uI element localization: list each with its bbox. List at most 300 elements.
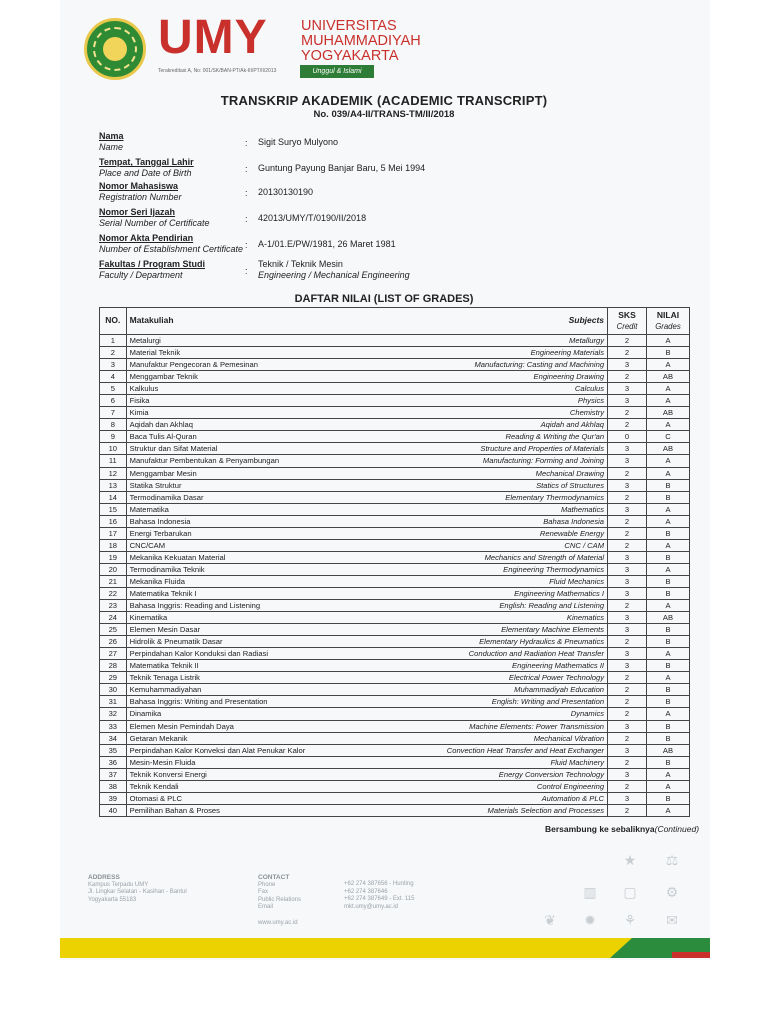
grade-credit-cell: 2 (608, 636, 647, 648)
subject-name-en: Engineering Drawing (533, 372, 605, 382)
subject-name-en: Bahasa Indonesia (543, 516, 605, 526)
grade-subject-cell (126, 335, 607, 347)
subject-name-en: Aqidah and Akhlaq (540, 420, 605, 430)
grade-row (100, 672, 690, 684)
subject-name-id: Matematika (129, 504, 169, 514)
identity-label (99, 259, 205, 281)
grade-credit-cell: 2 (608, 347, 647, 359)
slogan-badge: Unggul & Islami (300, 65, 374, 78)
header-grade-en: Grades (655, 322, 681, 331)
subject-name-id: Teknik Tenaga Listrik (129, 673, 200, 683)
grade-row (100, 371, 690, 383)
subject-name-id: Metalurgi (129, 336, 161, 345)
grade-subject-cell (126, 527, 607, 539)
grade-credit-cell: 3 (608, 455, 647, 467)
subject-name-id: Teknik Kendali (129, 781, 179, 791)
wheat-icon: ⚘ (623, 912, 637, 928)
grade-no-cell: 13 (100, 479, 127, 491)
grade-subject-cell (126, 660, 607, 672)
subject-name-id: Bahasa Inggris: Reading and Listening (129, 601, 261, 611)
grade-subject-cell (126, 768, 607, 780)
subject-name-en: Reading & Writing the Qur'an (505, 432, 605, 442)
grade-letter-cell: B (646, 696, 689, 708)
subject-name-en: Mechanical Drawing (535, 468, 605, 478)
grade-letter-cell: A (646, 515, 689, 527)
grade-letter-cell: B (646, 587, 689, 599)
subject-name-en: Machine Elements: Power Transmission (469, 721, 605, 731)
footer-yellow-band (60, 938, 710, 958)
subject-name-id: Dinamika (129, 709, 162, 719)
header-credit (608, 308, 647, 335)
identity-value: 20130130190 (258, 187, 314, 197)
footer-address-title: ADDRESS (88, 874, 120, 881)
subject-name-en: Fluid Machinery (550, 757, 605, 767)
grade-no-cell: 31 (100, 696, 127, 708)
grade-letter-cell: A (646, 503, 689, 515)
grade-row (100, 563, 690, 575)
grade-no-cell: 19 (100, 551, 127, 563)
gear-icon: ⚙ (665, 884, 679, 900)
subject-name-id: Bahasa Inggris: Writing and Presentation (129, 697, 268, 707)
grade-letter-cell: A (646, 539, 689, 551)
identity-label-en: Place and Date of Birth (99, 168, 192, 178)
identity-label-id: Nomor Akta Pendirian (99, 233, 194, 243)
cog-icon: ✹ (584, 912, 596, 928)
grade-subject-cell (126, 720, 607, 732)
grade-no-cell: 11 (100, 455, 127, 467)
grade-row (100, 696, 690, 708)
identity-label-en: Number of Establishment Certificate (99, 244, 244, 254)
subject-name-id: Termodinamika Teknik (129, 564, 205, 574)
document-number: No. 039/A4-II/TRANS-TM/II/2018 (313, 109, 455, 120)
subject-name-en: Muhammadiyah Education (514, 685, 605, 695)
grade-subject-cell (126, 455, 607, 467)
grade-letter-cell: B (646, 684, 689, 696)
grade-row (100, 732, 690, 744)
subject-name-en: Chemistry (569, 408, 605, 418)
grade-no-cell: 22 (100, 587, 127, 599)
university-name-line: YOGYAKARTA (301, 48, 399, 64)
subject-name-en: Engineering Mathematics II (512, 661, 605, 671)
grade-no-cell: 26 (100, 636, 127, 648)
grade-credit-cell: 2 (608, 756, 647, 768)
grade-subject-cell (126, 491, 607, 503)
grade-subject-cell (126, 359, 607, 371)
grade-credit-cell: 3 (608, 575, 647, 587)
identity-colon: : (245, 138, 248, 148)
grade-subject-cell (126, 792, 607, 804)
grade-letter-cell: A (646, 359, 689, 371)
subject-name-en: Statics of Structures (536, 480, 605, 490)
subject-name-id: Elemen Mesin Dasar (129, 625, 201, 635)
grade-subject-cell (126, 419, 607, 431)
header-grade (646, 308, 689, 335)
grade-subject-cell (126, 383, 607, 395)
grade-row (100, 407, 690, 419)
grade-row (100, 600, 690, 612)
subject-name-id: Matematika Teknik II (129, 661, 199, 671)
grade-row (100, 804, 690, 816)
grade-no-cell: 2 (100, 347, 127, 359)
grade-no-cell: 24 (100, 612, 127, 624)
grade-row (100, 347, 690, 359)
identity-label-id: Nama (99, 131, 124, 141)
subject-name-id: Mekanika Fluida (129, 576, 185, 586)
identity-label (99, 181, 182, 203)
grade-row (100, 491, 690, 503)
identity-label-en: Registration Number (99, 192, 182, 202)
grade-letter-cell: AB (646, 443, 689, 455)
grade-no-cell: 4 (100, 371, 127, 383)
grade-row (100, 431, 690, 443)
grade-no-cell: 6 (100, 395, 127, 407)
header-no: NO. (100, 308, 127, 335)
subject-name-en: Convection Heat Transfer and Heat Exchanger (446, 745, 605, 755)
grade-subject-cell (126, 407, 607, 419)
university-name-line: MUHAMMADIYAH (301, 33, 421, 49)
message-icon: ✉ (666, 912, 678, 928)
subject-name-id: Fisika (129, 396, 150, 406)
grade-no-cell: 33 (100, 720, 127, 732)
grade-letter-cell: B (646, 792, 689, 804)
grade-row (100, 479, 690, 491)
identity-label-id: Tempat, Tanggal Lahir (99, 157, 194, 167)
grade-no-cell: 9 (100, 431, 127, 443)
accreditation-note: Terakreditasi A, No: 001/SK/BAN-PT/Ak-III/PT/II/2013 (158, 68, 277, 74)
subject-name-id: Kinematika (129, 613, 168, 623)
grade-no-cell: 23 (100, 600, 127, 612)
grade-letter-cell: AB (646, 407, 689, 419)
subject-name-id: Elemen Mesin Pemindah Daya (129, 721, 234, 731)
subject-name-id: Getaran Mekanik (129, 733, 188, 743)
grade-subject-cell (126, 551, 607, 563)
grade-row (100, 551, 690, 563)
grade-row (100, 636, 690, 648)
grade-credit-cell: 3 (608, 660, 647, 672)
sun-emblem-icon (103, 37, 127, 61)
grade-subject-cell (126, 756, 607, 768)
subject-name-en: Engineering Thermodynamics (503, 564, 605, 574)
subject-name-en: Mathematics (561, 504, 605, 514)
identity-value: Guntung Payung Banjar Baru, 5 Mei 1994 (258, 163, 426, 173)
grade-credit-cell: 3 (608, 624, 647, 636)
grade-row (100, 455, 690, 467)
grade-credit-cell: 2 (608, 672, 647, 684)
subject-name-id: Teknik Konversi Energi (129, 769, 207, 779)
grade-letter-cell: AB (646, 371, 689, 383)
grade-subject-cell (126, 600, 607, 612)
grade-letter-cell: AB (646, 744, 689, 756)
subject-name-id: Pemilihan Bahan & Proses (129, 805, 220, 815)
subject-name-id: Mekanika Kekuatan Material (129, 552, 226, 562)
subject-name-en: Mechanics and Strength of Material (484, 552, 605, 562)
grade-subject-cell (126, 431, 607, 443)
footer-red-band (672, 952, 710, 958)
subject-name-en: English: Reading and Listening (499, 601, 605, 611)
grade-letter-cell: A (646, 419, 689, 431)
grade-row (100, 467, 690, 479)
grade-letter-cell: A (646, 600, 689, 612)
subject-name-en: Conduction and Radiation Heat Transfer (468, 649, 605, 659)
grade-no-cell: 40 (100, 804, 127, 816)
grade-subject-cell (126, 672, 607, 684)
lightbulb-icon: ★ (623, 852, 637, 868)
grade-no-cell: 17 (100, 527, 127, 539)
subject-name-en: Elementary Thermodynamics (505, 492, 605, 502)
grade-subject-cell (126, 744, 607, 756)
grade-row (100, 708, 690, 720)
grade-letter-cell: B (646, 732, 689, 744)
grade-credit-cell: 3 (608, 359, 647, 371)
grade-credit-cell: 2 (608, 539, 647, 551)
grade-no-cell: 34 (100, 732, 127, 744)
header-course-en: Subjects (568, 315, 605, 326)
subject-name-id: Manufaktur Pembentukan & Penyambungan (129, 456, 280, 466)
continued-note (545, 824, 699, 834)
grade-no-cell: 20 (100, 563, 127, 575)
scales-icon: ⚖ (665, 852, 679, 868)
subject-name-id: Menggambar Mesin (129, 468, 197, 478)
grade-credit-cell: 2 (608, 527, 647, 539)
subject-name-id: Kemuhammadiyahan (129, 685, 202, 695)
grade-no-cell: 14 (100, 491, 127, 503)
identity-colon: : (245, 266, 248, 276)
grade-row (100, 624, 690, 636)
grade-no-cell: 37 (100, 768, 127, 780)
leaf-icon: ❦ (544, 912, 556, 928)
continued-en: (Continued) (654, 824, 700, 834)
grade-letter-cell: B (646, 660, 689, 672)
grade-row (100, 539, 690, 551)
grade-subject-cell (126, 587, 607, 599)
grade-row (100, 515, 690, 527)
identity-colon: : (245, 164, 248, 174)
grade-row (100, 395, 690, 407)
grade-no-cell: 7 (100, 407, 127, 419)
identity-label (99, 233, 243, 255)
grade-credit-cell: 3 (608, 792, 647, 804)
header-course-id: Matakuliah (129, 315, 174, 326)
grade-no-cell: 3 (100, 359, 127, 371)
grade-row (100, 443, 690, 455)
subject-name-en: Electrical Power Technology (508, 673, 605, 683)
identity-label-id: Fakultas / Program Studi (99, 259, 206, 269)
grade-subject-cell (126, 575, 607, 587)
grade-no-cell: 32 (100, 708, 127, 720)
grade-letter-cell: A (646, 455, 689, 467)
grade-subject-cell (126, 612, 607, 624)
grade-credit-cell: 2 (608, 804, 647, 816)
footer-contact-label: Phone (258, 881, 276, 888)
grade-row (100, 792, 690, 804)
grade-letter-cell: A (646, 395, 689, 407)
grade-row (100, 335, 690, 347)
grade-credit-cell: 3 (608, 443, 647, 455)
grade-credit-cell: 3 (608, 612, 647, 624)
subject-name-id: Mesin-Mesin Fluida (129, 757, 196, 767)
subject-name-id: Otomasi & PLC (129, 793, 182, 803)
grade-row (100, 359, 690, 371)
grade-subject-cell (126, 395, 607, 407)
grade-subject-cell (126, 371, 607, 383)
grade-letter-cell: AB (646, 612, 689, 624)
subject-name-id: Bahasa Indonesia (129, 516, 191, 526)
grade-letter-cell: B (646, 347, 689, 359)
grade-letter-cell: A (646, 335, 689, 347)
grade-row (100, 648, 690, 660)
subject-name-en: Manufacturing: Forming and Joining (482, 456, 605, 466)
grade-row (100, 419, 690, 431)
footer-contact-label: Email (258, 904, 274, 910)
subject-name-en: Engineering Mathematics I (514, 588, 605, 598)
grade-credit-cell: 2 (608, 515, 647, 527)
grade-no-cell: 1 (100, 335, 127, 347)
grade-subject-cell (126, 636, 607, 648)
grade-no-cell: 5 (100, 383, 127, 395)
grade-row (100, 383, 690, 395)
grade-letter-cell: B (646, 491, 689, 503)
grade-letter-cell: A (646, 467, 689, 479)
identity-colon: : (245, 188, 248, 198)
subject-name-en: Elementary Machine Elements (501, 625, 605, 635)
grade-letter-cell: B (646, 636, 689, 648)
grade-credit-cell: 3 (608, 563, 647, 575)
footer-website: www.umy.ac.id (258, 920, 298, 926)
grade-letter-cell: B (646, 575, 689, 587)
grade-credit-cell: 3 (608, 720, 647, 732)
grade-credit-cell: 2 (608, 419, 647, 431)
grade-row (100, 744, 690, 756)
grade-letter-cell: B (646, 551, 689, 563)
grade-no-cell: 12 (100, 467, 127, 479)
grade-credit-cell: 2 (608, 780, 647, 792)
identity-value: A-1/01.E/PW/1981, 26 Maret 1981 (258, 239, 396, 249)
grade-no-cell: 21 (100, 575, 127, 587)
subject-name-id: Baca Tulis Al-Quran (129, 432, 197, 442)
subject-name-id: Kalkulus (129, 384, 159, 394)
chat-icon: ▢ (623, 884, 637, 900)
subject-name-id: Hidrolik & Pneumatik Dasar (129, 637, 223, 647)
identity-label-en: Faculty / Department (99, 270, 183, 280)
brand-wordmark: UMY (158, 11, 268, 64)
subject-name-id: Matematika Teknik I (129, 588, 197, 598)
footer-contact-label: Fax (258, 889, 269, 895)
continued-id: Bersambung ke sebaliknya (545, 824, 655, 834)
grade-row (100, 720, 690, 732)
grade-credit-cell: 3 (608, 395, 647, 407)
subject-name-en: Control Engineering (536, 781, 605, 791)
grade-credit-cell: 3 (608, 648, 647, 660)
chart-icon: ▥ (583, 884, 597, 900)
grade-subject-cell (126, 624, 607, 636)
grade-credit-cell: 2 (608, 371, 647, 383)
grade-letter-cell: B (646, 479, 689, 491)
grade-row (100, 527, 690, 539)
subject-name-id: Energi Terbarukan (129, 528, 192, 538)
subject-name-id: Struktur dan Sifat Material (129, 444, 218, 454)
grade-no-cell: 18 (100, 539, 127, 551)
grade-subject-cell (126, 347, 607, 359)
subject-name-id: Kimia (129, 408, 149, 418)
grade-letter-cell: A (646, 648, 689, 660)
grade-subject-cell (126, 479, 607, 491)
subject-name-en: CNC / CAM (564, 540, 605, 550)
identity-label-id: Nomor Seri Ijazah (99, 207, 176, 217)
grade-subject-cell (126, 708, 607, 720)
university-seal-logo (84, 18, 146, 80)
identity-value: Teknik / Teknik Mesin (258, 259, 343, 269)
university-name (301, 19, 421, 64)
grade-credit-cell: 2 (608, 335, 647, 347)
subject-name-en: Engineering Materials (530, 348, 605, 358)
subject-name-en: Renewable Energy (539, 528, 605, 538)
subject-name-en: Kinematics (566, 613, 605, 623)
header-credit-en: Credit (616, 322, 638, 331)
grade-letter-cell: B (646, 527, 689, 539)
subject-name-en: Dynamics (570, 709, 605, 719)
grade-no-cell: 16 (100, 515, 127, 527)
grade-subject-cell (126, 684, 607, 696)
grade-no-cell: 15 (100, 503, 127, 515)
grade-credit-cell: 3 (608, 551, 647, 563)
grade-credit-cell: 3 (608, 383, 647, 395)
grade-subject-cell (126, 467, 607, 479)
grade-row (100, 756, 690, 768)
footer-contact-value: +62 274 387656 - Hunting (344, 881, 414, 887)
subject-name-en: Automation & PLC (541, 793, 605, 803)
grades-title: DAFTAR NILAI (LIST OF GRADES) (294, 293, 474, 305)
footer-contact-title: CONTACT (258, 874, 290, 881)
grade-subject-cell (126, 804, 607, 816)
grade-no-cell: 8 (100, 419, 127, 431)
grade-credit-cell: 0 (608, 431, 647, 443)
grade-letter-cell: B (646, 624, 689, 636)
subject-name-en: Metallurgy (569, 336, 605, 345)
grade-no-cell: 28 (100, 660, 127, 672)
grade-subject-cell (126, 696, 607, 708)
subject-name-id: CNC/CAM (129, 540, 166, 550)
subject-name-id: Perpindahan Kalor Konduksi dan Radiasi (129, 649, 269, 659)
grade-subject-cell (126, 503, 607, 515)
grade-no-cell: 27 (100, 648, 127, 660)
grade-letter-cell: A (646, 672, 689, 684)
grade-subject-cell (126, 443, 607, 455)
document-title: TRANSKRIP AKADEMIK (ACADEMIC TRANSCRIPT) (220, 93, 548, 108)
subject-name-en: Calculus (574, 384, 605, 394)
identity-value: Sigit Suryo Mulyono (258, 137, 339, 147)
subject-name-en: Fluid Mechanics (549, 576, 605, 586)
grade-letter-cell: A (646, 708, 689, 720)
grade-no-cell: 25 (100, 624, 127, 636)
subject-name-id: Perpindahan Kalor Konveksi dan Alat Penukar Kalor (129, 745, 306, 755)
grades-table (99, 307, 690, 817)
grade-credit-cell: 2 (608, 491, 647, 503)
grade-letter-cell: A (646, 768, 689, 780)
footer-address-line: Jl. Lingkar Selatan - Kasihan - Bantul (88, 889, 187, 895)
grade-letter-cell: A (646, 563, 689, 575)
grade-credit-cell: 2 (608, 467, 647, 479)
subject-name-id: Manufaktur Pengecoran & Pemesinan (129, 360, 258, 370)
subject-name-en: Manufacturing: Casting and Machining (474, 360, 605, 370)
subject-name-en: Physics (577, 396, 605, 406)
grade-row (100, 575, 690, 587)
subject-name-en: Elementary Hydraulics & Pneumatics (479, 637, 605, 647)
grades-table-body (100, 335, 690, 817)
grade-no-cell: 36 (100, 756, 127, 768)
footer-contact-values (344, 881, 414, 911)
identity-colon: : (245, 214, 248, 224)
subject-name-en: English: Writing and Presentation (491, 697, 605, 707)
